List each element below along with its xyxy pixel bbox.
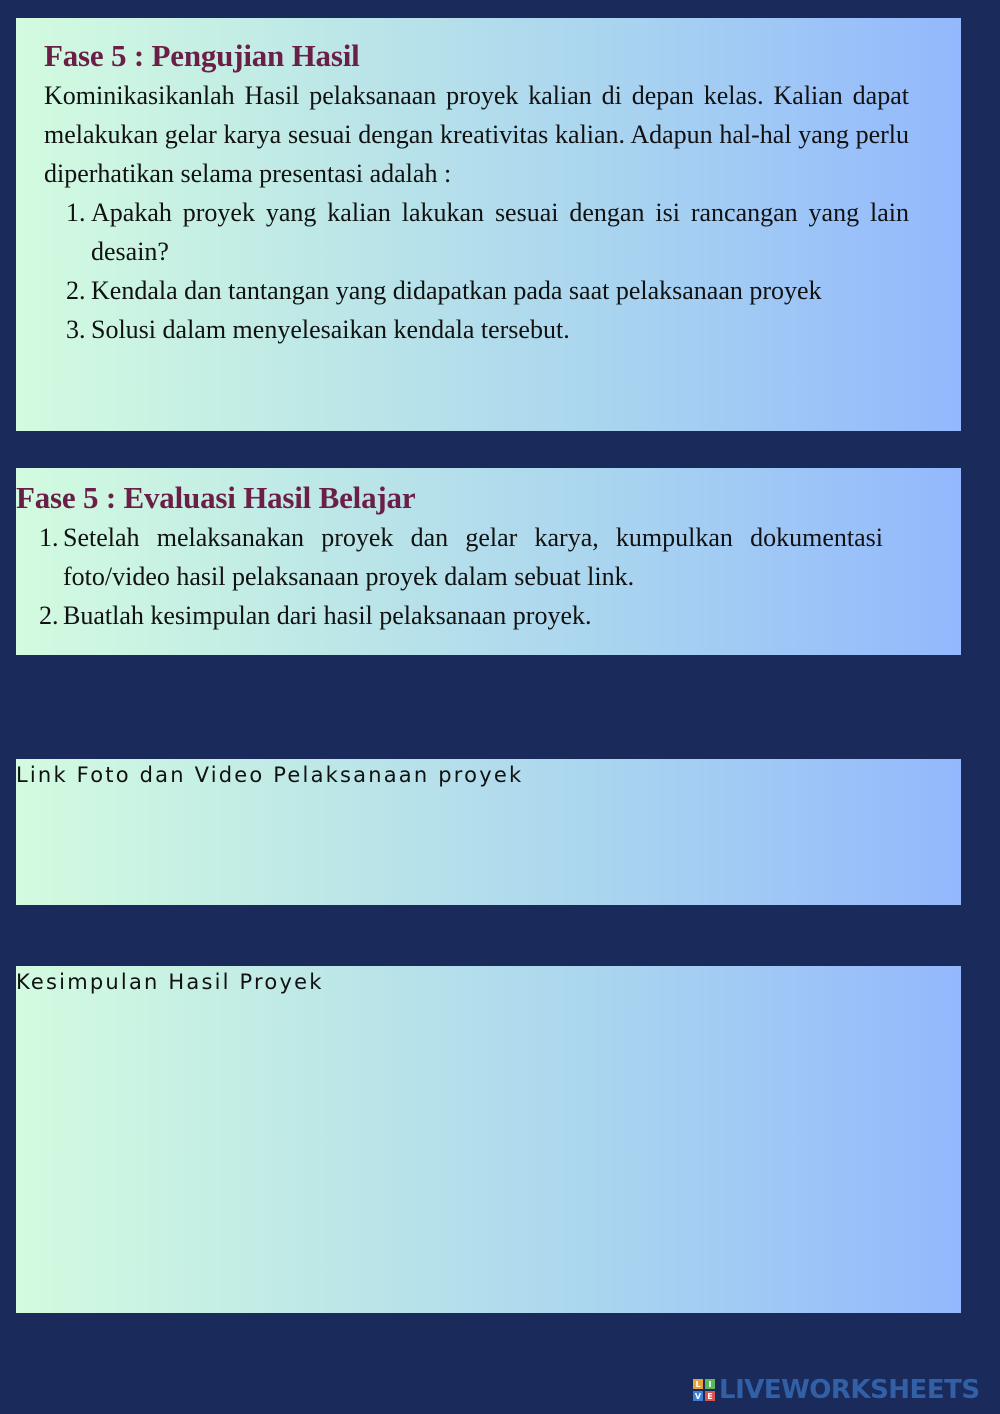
phase-test-card (16, 18, 961, 431)
conclusion-field-card (16, 966, 961, 1313)
conclusion-answer-area[interactable] (16, 1002, 961, 1313)
link-answer-area[interactable] (16, 795, 961, 905)
phase-eval-list (16, 518, 883, 635)
link-field-label: Link Foto dan Video Pelaksanaan proyek (16, 763, 524, 787)
logo-text: LIVEWORKSHEETS (719, 1375, 980, 1405)
list-item: 1. Setelah melaksanakan proyek dan gelar karya, kumpulkan dokumentasi foto/video hasil pelaksanaan proyek dalam sebuat link. (39, 523, 883, 591)
logo-grid-icon (693, 1379, 715, 1401)
conclusion-field-label: Kesimpulan Hasil Proyek (16, 970, 324, 994)
logo-grid-cell: E (705, 1391, 715, 1401)
logo-grid-cell: V (694, 1391, 702, 1401)
phase-eval-title: Fase 5 : Evaluasi Hasil Belajar (16, 480, 416, 515)
phase-test-intro: Kominikasikanlah Hasil pelaksanaan proyek kalian di depan kelas. Kalian dapat melakukan gelar karya sesuai dengan kreativitas kalian. Adapun hal-hal yang perlu diperhatikan selama presentasi adalah : (44, 81, 909, 188)
link-field-card (16, 759, 961, 905)
phase-test-title: Fase 5 : Pengujian Hasil (44, 38, 360, 73)
phase-test-list (44, 193, 909, 349)
logo-grid-cell: I (705, 1379, 715, 1389)
logo-grid-cell: L (693, 1379, 703, 1389)
liveworksheets-logo (693, 1375, 980, 1405)
phase-eval-card (16, 468, 961, 655)
list-item: 2. Buatlah kesimpulan dari hasil pelaksanaan proyek. (39, 601, 592, 630)
list-item: 2. Kendala dan tantangan yang didapatkan pada saat pelaksanaan proyek (66, 276, 822, 305)
list-item: 1. Apakah proyek yang kalian lakukan sesuai dengan isi rancangan yang lain desain? (66, 198, 909, 266)
list-item: 3. Solusi dalam menyelesaikan kendala tersebut. (66, 315, 570, 344)
